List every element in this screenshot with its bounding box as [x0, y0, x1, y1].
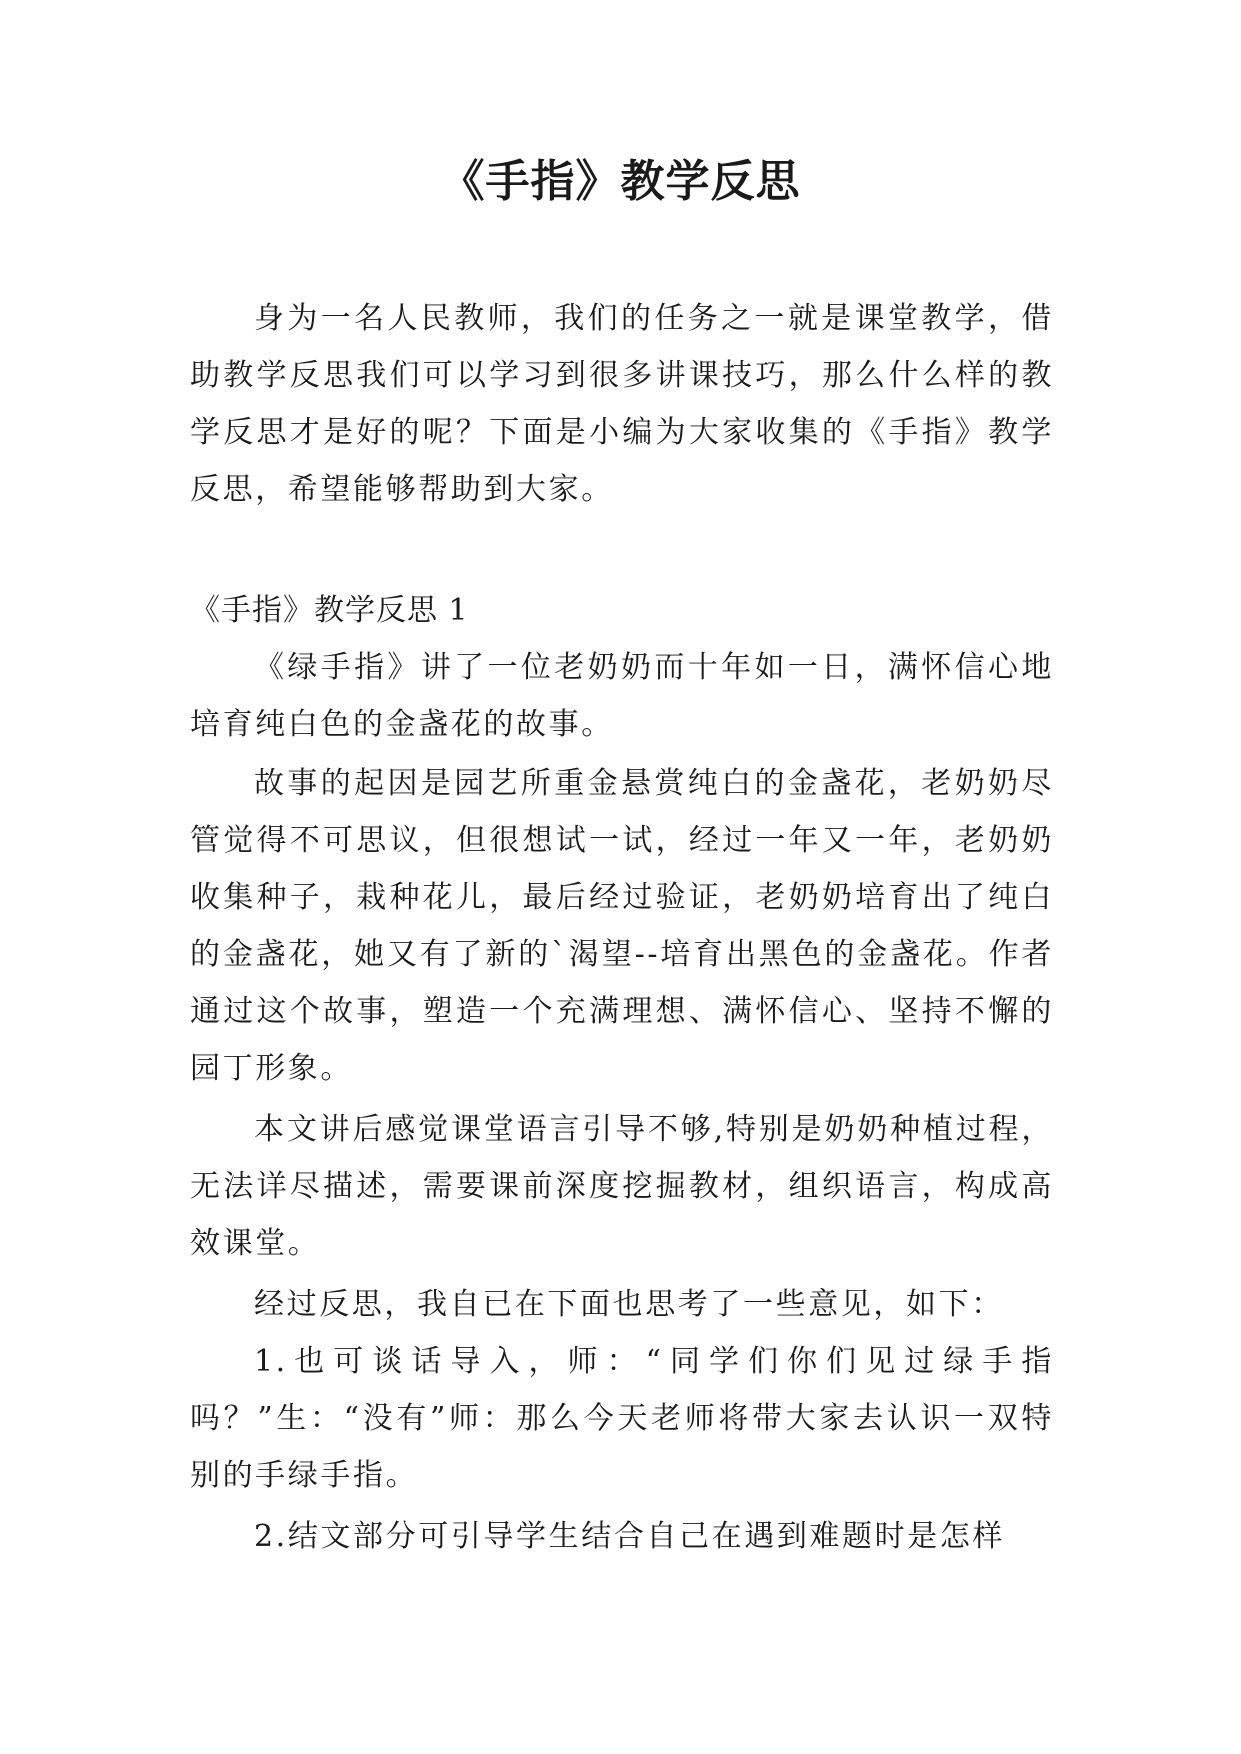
body-paragraph: 《绿手指》讲了一位老奶奶而十年如一日，满怀信心地培育纯白色的金盏花的故事。 — [190, 650, 1054, 742]
body-paragraph: 故事的起因是园艺所重金悬赏纯白的金盏花，老奶奶尽管觉得不可思议，但很想试一试，经过一年又一年，老奶奶收集种子，栽种花儿，最后经过验证，老奶奶培育出了纯白的金盏花，她又有了新的`渴望--培育出黑色的金盏花。作者通过这个故事，塑造一个充满理想、满怀信心、坚持不懈的园丁形象。 — [190, 766, 1054, 1086]
section-heading: 《手指》教学反思 1 — [190, 593, 469, 628]
body-paragraph: 本文讲后感觉课堂语言引导不够,特别是奶奶种植过程，无法详尽描述，需要课前深度挖掘教材，组织语言，构成高效课堂。 — [190, 1112, 1054, 1261]
document-title: 《手指》教学反思 — [440, 156, 801, 207]
intro-paragraph: 身为一名人民教师，我们的任务之一就是课堂教学，借助教学反思我们可以学习到很多讲课技巧，那么什么样的教学反思才是好的呢？下面是小编为大家收集的《手指》教学反思，希望能够帮助到大家。 — [190, 301, 1054, 507]
body-paragraph: 1.也可谈话导入，师：“同学们你们见过绿手指吗？”生：“没有”师：那么今天老师将带大家去认识一双特别的手绿手指。 — [190, 1344, 1054, 1493]
body-paragraph: 2.结文部分可引导学生结合自己在遇到难题时是怎样 — [254, 1519, 1006, 1554]
body-paragraph: 经过反思，我自已在下面也思考了一些意见，如下： — [254, 1287, 1004, 1322]
